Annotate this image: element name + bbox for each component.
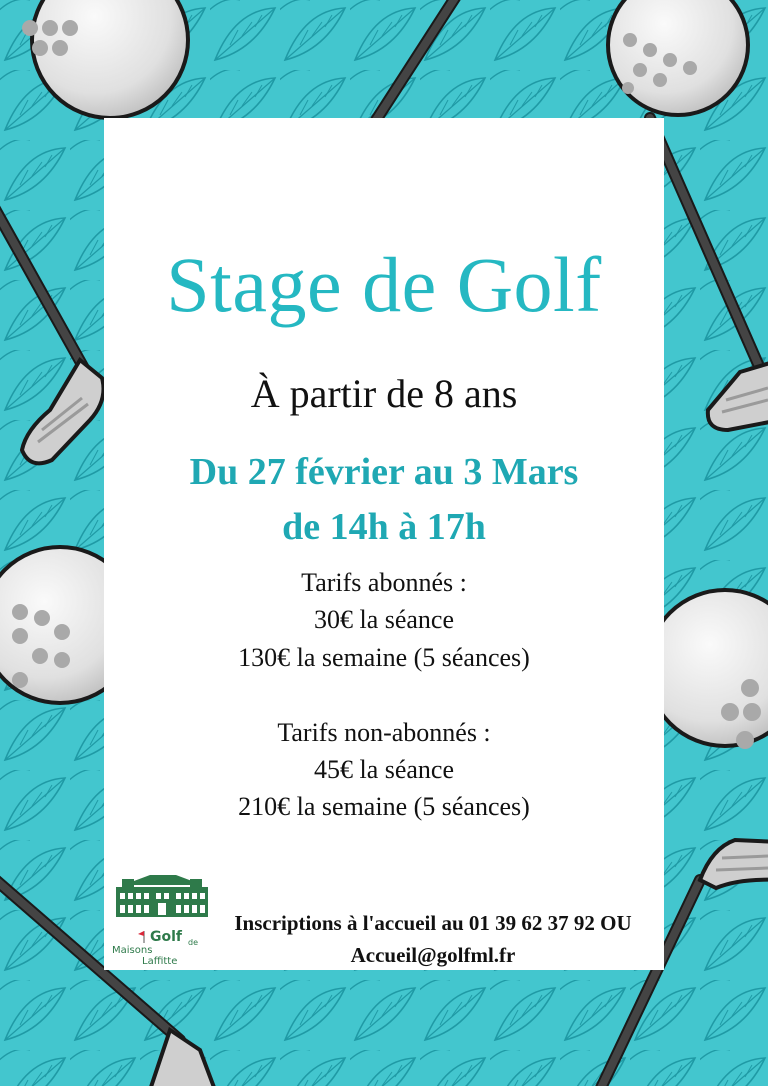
flyer-card — [104, 118, 664, 970]
logo-word-laffitte: Laffitte — [142, 956, 178, 967]
non-subscriber-pricing-heading: Tarifs non-abonnés : — [277, 718, 491, 747]
golf-flag-icon — [138, 931, 144, 943]
subscriber-session-price: 30€ la séance — [313, 605, 455, 634]
logo-word-golf: Golf — [150, 929, 182, 945]
age-requirement: À partir de 8 ans — [250, 371, 518, 416]
subscriber-week-price: 130€ la semaine (5 séances) — [238, 643, 530, 672]
contact-email[interactable]: Accueil@golfml.fr — [350, 943, 516, 967]
golf-ball-icon — [608, 0, 748, 115]
flyer-title: Stage de Golf — [166, 241, 602, 328]
subscriber-pricing-heading: Tarifs abonnés : — [301, 568, 467, 597]
golf-club-logo — [112, 873, 212, 968]
logo-word-maisons: Maisons — [112, 945, 153, 956]
non-subscriber-week-price: 210€ la semaine (5 séances) — [238, 792, 530, 821]
logo-word-de: de — [188, 938, 198, 947]
time-range: de 14h à 17h — [282, 506, 486, 548]
chateau-logo-icon — [116, 875, 208, 917]
date-range: Du 27 février au 3 Mars — [189, 451, 579, 493]
non-subscriber-session-price: 45€ la séance — [313, 755, 455, 784]
registration-info: Inscriptions à l'accueil au 01 39 62 37 92 OU — [234, 911, 632, 935]
